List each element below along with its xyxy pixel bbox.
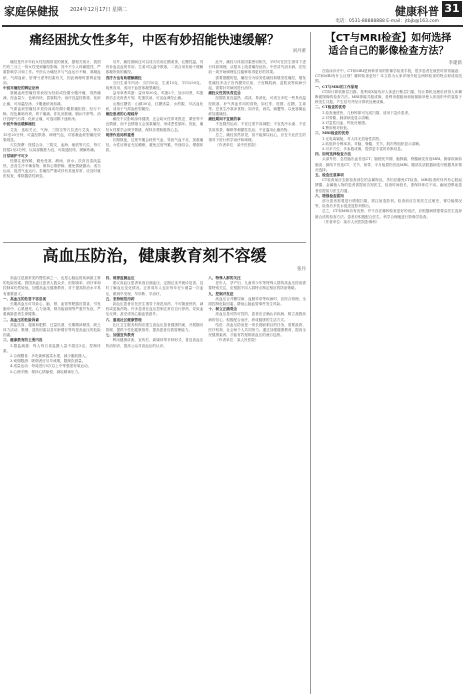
subheading: 一、CT与MRI的工作原理 bbox=[315, 84, 358, 89]
article-body-columns bbox=[3, 276, 306, 692]
paragraph: 3.对急性出血、钙化灶敏感。 bbox=[322, 121, 369, 126]
sidebar-body bbox=[315, 69, 462, 225]
subheading: 二、高血压的危险因素 bbox=[3, 317, 39, 322]
article-body-columns bbox=[3, 60, 306, 238]
subheading: 七、加强宣传教育 bbox=[105, 333, 135, 338]
paragraph: 艾灸：选取关元、气海、三阴交等穴位进行艾灸，每次15至20分钟，可温经散寒、调理气血，对寒凝血瘀型痛经效果明显。 bbox=[3, 127, 101, 143]
paragraph: 经期饮食宜温热、清淡、易消化，可适当多吃一些具有温经散寒、补气养血作用的食物，如红枣、桂圆、红糖、生姜等。忌食生冷寒凉食物，如冷饮、西瓜、螃蟹等，以免寒凝血瘀加重痛经。 bbox=[208, 96, 307, 117]
article-dysmenorrhea bbox=[3, 32, 306, 54]
paragraph: 4.费用相对较低。 bbox=[322, 126, 351, 131]
paragraph: 4.适量运动：每周进行5次以上中等强度有氧运动。 bbox=[10, 364, 92, 369]
paragraph: 穴位按摩：按揉合谷、三阴交、血海、地机等穴位，每穴按揉2至3分钟，以局部酸胀为宜，可疏通经络、缓解疼痛。 bbox=[3, 143, 101, 153]
paragraph: （作者单位：某人民医院） bbox=[215, 338, 259, 343]
subheading: 规律作息同样重要 bbox=[105, 132, 135, 137]
paragraph: 1.无电离辐射，对人体无放射性损伤。 bbox=[322, 136, 383, 141]
paragraph: 痛经是许多年轻女性经期常见的困扰，据相关统计，我国约有三分之一的女性受到痛经影响，其中不少人疼痛剧烈，严重影响学习和工作。中医认为痛经多与气血运行不畅、寒凝血瘀、气滞血瘀、肝肾亏虚等因素有关，因此调理时需辨证施治。 bbox=[3, 60, 101, 85]
subheading: 四、如何选择检查方法 bbox=[315, 152, 351, 157]
article-column bbox=[106, 60, 204, 238]
subheading: 一、高血压的危害不容忽视 bbox=[3, 296, 47, 301]
page-header bbox=[0, 0, 465, 30]
sidebar-article-ct-mri bbox=[310, 32, 462, 694]
paragraph: 当归生姜羊肉汤：当归10克、生姜15克、羊肉250克，炖煮食用，适用于血虚寒凝型痛经。 bbox=[105, 80, 204, 91]
subheading: 三、健康教育的主要内容 bbox=[3, 338, 43, 343]
paragraph: 高血压是可防可控的，患者应正确认识疾病，树立战胜疾病的信心，积极配合治疗，养成健康的生活方式。 bbox=[208, 312, 307, 322]
paragraph: 5.心理平衡：保持心情愉悦，减轻精神压力。 bbox=[10, 369, 82, 374]
subheading: 中医对痛经的辨证论治 bbox=[3, 86, 39, 91]
subheading: 九、控制并发症 bbox=[208, 291, 234, 296]
paragraph: 益母草煮鸡蛋：益母草30克、鸡蛋2个，加水同煮，鸡蛋熟后去壳再煮片刻，吃蛋饮汤，可活血调经止痛。 bbox=[105, 91, 204, 101]
paragraph: 总之，CT和MRI各有优势，并不存在哪种检查更好的说法，应根据病情需要由医生选择最合适的检查方法。患者应积极配合医生，科学合理地进行影像学检查。 bbox=[315, 209, 462, 219]
page-number: 31 bbox=[442, 1, 462, 17]
paragraph: 高盐饮食、超重和肥胖、过量饮酒、长期精神紧张、缺乏体力活动、吸烟、遗传因素以及年龄增长等均是高血压的危险因素。 bbox=[3, 322, 101, 338]
article-title: 痛经困扰女性多年，中医有妙招能快速缓解？ bbox=[29, 32, 280, 47]
paragraph: 结语：高血压防治是一项长期而艰巨的任务，需要政府、医疗机构、社会和个人共同努力。通过加强健康教育，提高全民健康素养，才能有效遏制高血压的流行趋势。 bbox=[208, 322, 307, 338]
paragraph: 建议高血压患者家庭自测血压，定期记录并就诊复查，及时了解血压变化情况。正常成年人也应每年至少测量一次血压，做到早发现、早诊断、早治疗。 bbox=[105, 281, 204, 296]
subheading: 痛经期间不宜做的事 bbox=[208, 117, 241, 122]
paragraph: 总之，痛经虽然常见，但不能掉以轻心，应在专业医生的指导下进行科学治疗和调理。 bbox=[208, 132, 307, 143]
paragraph: CT检查前应去除检查部位的金属物品，孕妇应避免CT检查。MRI检查时体内有心脏起搏器、金属植入物的患者需提前告知医生，检查时间较长，需保持体位不动。幽闭恐惧症患者应提前与医生沟通。 bbox=[315, 178, 462, 193]
article-byline: 刘丹蕾 bbox=[292, 49, 306, 54]
header-rule bbox=[2, 25, 463, 27]
subheading: 痛经患者的心理疏导 bbox=[105, 112, 139, 117]
paragraph: 寒凝血瘀型痛经常表现为经前或经期小腹冷痛，得热痛减，经血量少、色暗有块，畏寒肢冷。治疗宜温经散寒、化瘀止痛，可用温经汤、少腹逐瘀汤加减。 bbox=[3, 91, 101, 106]
subheading: 十、树立正确观念 bbox=[208, 307, 238, 312]
paragraph: 痛经不仅影响身体健康，还会给女性带来焦虑、紧张等不良情绪，而不良情绪又会加重痛经，形成恶性循环。因此，痛经女性要学会调节情绪，保持乐观积极的心态。 bbox=[105, 117, 204, 132]
sidebar-title-line1: 【CT与MRI检查】如何选择 bbox=[325, 33, 452, 44]
paragraph: 高血压是最常见的慢性病之一，也是心脑血管疾病最主要的危险因素。我国高血压患者人数众多，但知晓率、治疗率和控制率仍然较低。加强高血压健康教育，对于提高防治水平具有重要意义。 bbox=[3, 276, 101, 296]
paragraph: （作者单位：某中医医院） bbox=[215, 143, 259, 148]
article-column bbox=[208, 60, 306, 238]
paragraph: 气滞血瘀型痛经多见经前或经期小腹胀痛拒按，经行不畅，经色紫暗有块，块下痛减，伴乳房胀痛、胸闷不舒等。治疗宜理气行滞、化瘀止痛，可选用膈下逐瘀汤。 bbox=[3, 106, 101, 122]
paragraph: 高血压合并糖尿病、血脂异常等疾病时，应综合管理，全面控制危险因素，降低心脑血管事件发生风险。 bbox=[208, 296, 307, 307]
article-title: 高血压防治，健康教育刻不容缓 bbox=[42, 246, 267, 265]
paragraph: 此外，痛经与体质因素密切相关，平时可在医生指导下进行体质调理，从根本上改善痛经症状。中医讲究治未病，在经前一周开始调理往往能够取得更好的效果。 bbox=[208, 60, 307, 75]
paragraph: 山楂红糖饮：山楂30克、红糖适量，水煎服，可活血化瘀，适用于气滞血瘀型痛经。 bbox=[105, 101, 204, 111]
paragraph: 不宜剧烈运动；不宜过度节食减肥；不宜洗冷水澡；不宜饮用浓茶、咖啡等刺激性饮品；不宜滥用止痛药物。 bbox=[208, 122, 307, 132]
subheading: 五、检查注意事项 bbox=[315, 173, 344, 178]
paragraph: 3.可多方位、多参数成像，提供更丰富的诊断信息。 bbox=[322, 147, 405, 152]
paragraph: 在临床诊疗中，CT和MRI是两种常用的影像学检查手段，很多患者在就医时常常疑惑：CT和MRI有什么区别？哪种检查更好？本文将为大家详细介绍这两种检查的特点和适用范围。 bbox=[315, 69, 462, 84]
paragraph: 经期注意保暖，避免受寒、淋雨、涉水；饮食宜清淡温热，忌食生冷辛辣食物；保持心情舒畅，避免情绪激动；适当运动，促进气血运行。若痛经严重或伴有其他异常，应及时就医检查，排除器质性病变。 bbox=[3, 158, 101, 179]
paragraph: 2.对骨骼、肺部病变显示清晰。 bbox=[322, 115, 373, 120]
paragraph: 利用健康讲座、宣传栏、新媒体等多种形式，普及高血压防治知识，提高公众对高血压的认识。 bbox=[105, 338, 204, 348]
paragraph: （作者单位：某市人民医院影像科） bbox=[322, 219, 380, 224]
paragraph: 另外，痛经期间还可以适当饮用红糖姜茶，红糖性温，具有补血活血的作用；生姜可以温中散寒，二者合用有助于缓解寒凝所致的痛经。 bbox=[105, 60, 204, 75]
subheading: 中医外治法缓解痛经 bbox=[3, 122, 36, 127]
article-hypertension bbox=[3, 246, 306, 272]
issue-date: 2024年12月17日 星期二 bbox=[70, 7, 128, 13]
paragraph: 长期熬夜、过度劳累会耗伤气血，导致气血不足，加重痛经。女性应保证充足睡眠，避免过度劳累，劳逸结合，增强体质。 bbox=[105, 138, 204, 153]
paragraph: 2.软组织分辨率高，对脑、脊髓、关节、肌肉等组织显示清晰。 bbox=[322, 141, 423, 146]
sidebar-title-line2: 适合自己的影像检查方法？ bbox=[328, 46, 449, 57]
subheading: 六、重视社区健康管理 bbox=[105, 317, 142, 322]
subheading: 痛经女性的饮食宜忌 bbox=[208, 91, 241, 96]
subheading: 六、增强检查需知 bbox=[315, 193, 344, 198]
subheading: 五、坚持规范用药 bbox=[105, 296, 135, 301]
paragraph: 社区卫生服务机构应建立高血压患者健康档案，开展随访管理，提供个性化健康指导，提高患者自我管理能力。 bbox=[105, 322, 204, 333]
subheading: 四、规律监测血压 bbox=[105, 276, 135, 280]
article-byline: 张丹 bbox=[297, 267, 306, 272]
section-title-right: 健康科普 bbox=[395, 5, 439, 18]
paragraph: 老年人、孕产妇、儿童青少年等特殊人群的高血压防治需要特别关注，应根据不同人群特点制定相应的防治策略。 bbox=[208, 281, 307, 291]
article-column bbox=[3, 276, 101, 692]
subheading: 三、MRI检查的优势 bbox=[315, 131, 349, 136]
subheading: 食疗方也有助缓解痛经 bbox=[105, 75, 142, 80]
paragraph: 需要提醒的是，痛经分为原发性痛经和继发性痛经，继发性痛经多由子宫内膜异位症、子宫腺肌病、盆腔炎等疾病引起，需要针对病因进行治疗。 bbox=[208, 75, 307, 91]
paragraph: 1.检查速度快，几秒钟即可完成扫描，适用于急诊患者。 bbox=[322, 110, 412, 115]
article-column bbox=[208, 276, 306, 692]
paragraph: 部分患者需要进行增强扫描，需注射造影剂。检查前应告知医生过敏史、肾功能情况等，检查后多饮水促进造影剂排出。 bbox=[315, 199, 462, 209]
section-title-left: 家庭保健报 bbox=[4, 5, 59, 18]
paragraph: 1.限盐减重：每人每日食盐摄入量不超过5克，控制体重。 bbox=[3, 343, 101, 353]
subheading: 日常调护不可少 bbox=[3, 153, 29, 158]
paragraph: 2.合理膳食：多吃新鲜蔬菜水果，减少脂肪摄入。 bbox=[10, 354, 89, 359]
article-divider bbox=[3, 242, 306, 243]
header-contact: 电话：0531-88888888 E-mail：jtbjb@163.com bbox=[335, 19, 439, 24]
paragraph: 长期高血压可导致心、脑、肾、血管等靶器官损害，引发脑卒中、心肌梗死、心力衰竭、肾功能衰竭等严重并发症，严重威胁患者生命健康。 bbox=[3, 302, 101, 317]
sidebar-byline: 李建新 bbox=[448, 61, 462, 66]
article-column bbox=[106, 276, 204, 692]
subheading: 八、特殊人群的关注 bbox=[208, 276, 241, 280]
paragraph: 高血压患者应在医生指导下规范用药，不可随意停药、减药或更换药物。许多患者在血压控制正常后自行停药，导致血压反弹，甚至诱发心脑血管意外。 bbox=[105, 302, 204, 317]
article-column bbox=[3, 60, 101, 238]
subheading: 二、CT检查的优势 bbox=[315, 105, 346, 110]
paragraph: CT即计算机断层扫描，是利用X射线对人体进行断层扫描，经计算机处理后获得人体横断面图像的检查方法。MRI即磁共振成像，是利用强磁场和射频脉冲使人体组织中的氢原子核发生共振，产生信号并经计算机处理成像。 bbox=[315, 89, 462, 105]
paragraph: 头部外伤、急性脑出血首选CT；脑梗死早期、脑肿瘤、脊髓病变首选MRI。胸部疾病如肺炎、肺结节首选CT；关节、韧带、半月板损伤首选MRI。腹部实质脏器病变可根据具体情况选择。 bbox=[315, 157, 462, 172]
paragraph: 3.戒烟限酒：吸烟者应尽早戒烟，限制饮酒量。 bbox=[10, 359, 86, 364]
